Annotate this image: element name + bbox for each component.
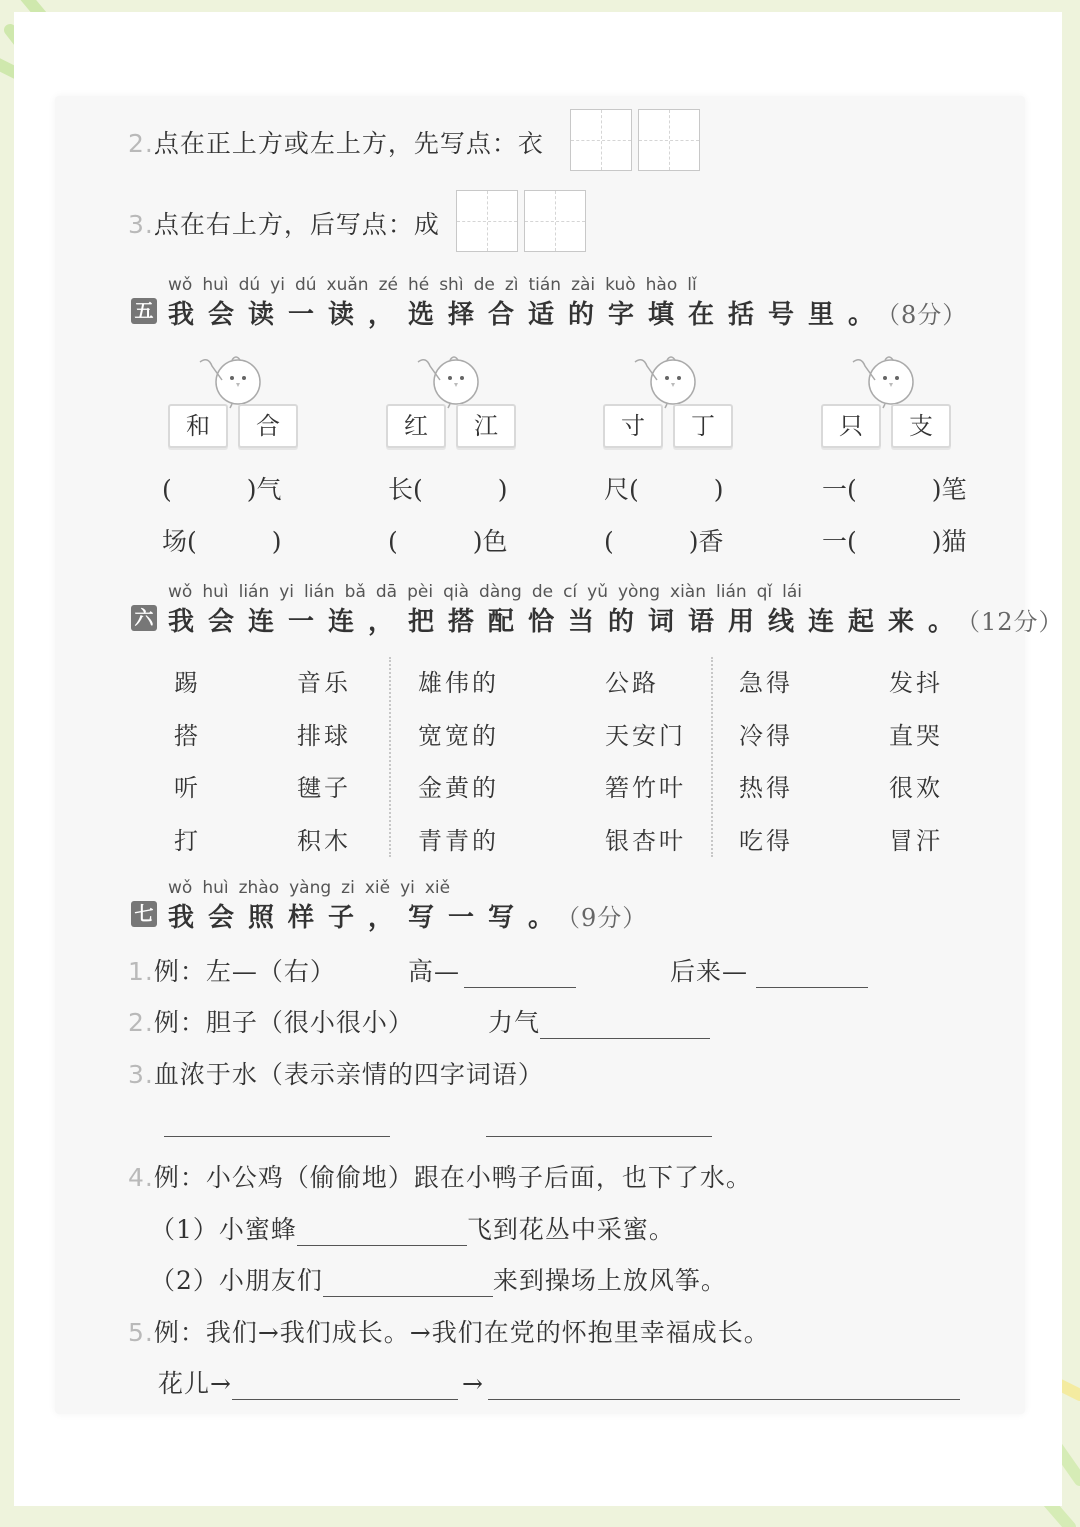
answer-blank[interactable] [323, 1270, 493, 1297]
match-word[interactable]: 银杏叶 [605, 826, 686, 855]
fill-blank-item[interactable]: 一( )猫 [822, 527, 967, 556]
item-7-2-a [488, 1003, 710, 1039]
match-word[interactable]: 宽宽的 [418, 721, 499, 750]
writing-grid[interactable] [524, 190, 586, 252]
pinyin-syllable: kuò [605, 275, 636, 295]
pinyin-syllable: dú [294, 275, 317, 295]
item-number: 5. [128, 1318, 154, 1347]
answer-blank[interactable] [486, 1110, 712, 1137]
item-7-4-2 [150, 1261, 727, 1297]
section-score: （9分） [568, 904, 648, 932]
choice-character: 支 [891, 404, 951, 448]
pinyin-syllable: yòng [617, 582, 661, 602]
match-word[interactable]: 积木 [297, 826, 351, 855]
answer-blank[interactable] [756, 961, 868, 988]
match-word[interactable]: 搭 [174, 721, 201, 750]
pinyin-syllable: yi [270, 275, 285, 295]
match-word[interactable]: 雄伟的 [418, 669, 499, 697]
writing-grid[interactable] [638, 109, 700, 171]
pinyin-syllable: yi [400, 878, 415, 898]
question-3 [128, 205, 440, 241]
match-word[interactable]: 热得 [739, 774, 793, 802]
choice-character: 和 [168, 404, 228, 448]
pinyin-syllable: hào [645, 275, 678, 295]
prompt-text: 花儿→ [158, 1369, 232, 1398]
question-number: 2. [128, 129, 154, 158]
pinyin-syllable: xiě [424, 878, 451, 898]
example-text: 例：我们→我们成长。→我们在党的怀抱里幸福成长。 [153, 1318, 770, 1347]
pinyin-line [168, 582, 812, 602]
pinyin-syllable: wǒ [168, 582, 193, 602]
fill-blank-item[interactable]: ( )气 [162, 475, 282, 504]
pinyin-syllable: dàng [479, 582, 522, 602]
writing-grid[interactable] [456, 190, 518, 252]
pinyin-syllable: yàng [289, 878, 332, 898]
pinyin-syllable: xiàn [670, 582, 706, 602]
answer-blank[interactable] [297, 1219, 467, 1246]
pinyin-syllable: wǒ [168, 878, 193, 898]
pinyin-syllable: pèi [407, 582, 434, 602]
fill-blank-item[interactable]: 场( ) [162, 527, 282, 556]
pinyin-syllable: xiě [364, 878, 391, 898]
pinyin-syllable: de [531, 582, 554, 602]
chick-icon [194, 350, 274, 410]
match-word[interactable]: 踢 [174, 669, 201, 697]
match-word[interactable]: 打 [174, 826, 201, 855]
pinyin-syllable: de [473, 275, 495, 295]
match-word[interactable]: 箬竹叶 [605, 774, 686, 802]
item-7-5-a [158, 1364, 960, 1400]
pinyin-syllable: dā [375, 582, 398, 602]
pinyin-syllable: zé [378, 275, 398, 295]
item-number: 2. [128, 1008, 154, 1037]
answer-blank[interactable] [232, 1373, 458, 1400]
prompt-text: （2）小朋友们 [150, 1266, 323, 1295]
section-title [168, 897, 647, 934]
item-7-1 [128, 952, 336, 988]
match-word[interactable]: 金黄的 [418, 774, 499, 802]
pinyin-syllable: lián [304, 582, 335, 602]
section-badge: 六 [131, 605, 157, 631]
section-title-text: 我会读一读，选择合适的字填在括号里。 [168, 300, 889, 330]
fill-blank-item[interactable]: 长( ) [388, 475, 508, 504]
pinyin-syllable: hé [407, 275, 430, 295]
match-word[interactable]: 音乐 [297, 669, 351, 697]
arrow-text: → [461, 1369, 484, 1398]
fill-blank-item[interactable]: ( )色 [388, 527, 508, 556]
prompt-text: 飞到花丛中采蜜。 [466, 1215, 675, 1244]
pinyin-syllable: cí [563, 582, 578, 602]
pinyin-syllable: bǎ [344, 582, 366, 602]
choice-character: 红 [386, 404, 446, 448]
chick-icon [412, 350, 492, 410]
example-text: 例：小公鸡（偷偷地）跟在小鸭子后面，也下了水。 [153, 1163, 752, 1192]
choice-character: 丁 [673, 404, 733, 448]
section-title-text: 我会连一连，把搭配恰当的词语用线连起来。 [168, 607, 969, 637]
item-7-1-a [408, 952, 576, 988]
column-divider [711, 657, 713, 857]
match-word[interactable]: 很欢 [889, 774, 943, 802]
match-word[interactable]: 直哭 [889, 721, 943, 750]
example-text: 血浓于水（表示亲情的四字词语） [153, 1060, 544, 1089]
pinyin-syllable: shì [439, 275, 464, 295]
match-word[interactable]: 青青的 [418, 826, 499, 855]
item-number: 1. [128, 957, 154, 986]
pinyin-syllable: yǔ [587, 582, 608, 602]
section-badge: 五 [131, 298, 157, 324]
item-number: 4. [128, 1163, 154, 1192]
section-title [168, 294, 967, 331]
question-number: 3. [128, 210, 154, 239]
fill-blank-item[interactable]: 一( )笔 [822, 475, 967, 504]
pinyin-syllable: lǐ [687, 275, 697, 295]
match-word[interactable]: 公路 [605, 669, 659, 697]
choice-character: 江 [456, 404, 516, 448]
answer-blank[interactable] [164, 1110, 390, 1137]
item-7-2 [128, 1003, 414, 1039]
pinyin-syllable: zài [571, 275, 596, 295]
pinyin-syllable: lián [716, 582, 747, 602]
answer-blank[interactable] [488, 1373, 960, 1400]
section-score: （12分） [968, 608, 1064, 636]
item-7-3 [128, 1055, 544, 1091]
fill-blank-item[interactable]: ( )香 [604, 527, 724, 556]
section-title-text: 我会照样子，写一写。 [168, 903, 569, 933]
pinyin-syllable: lái [782, 582, 803, 602]
prompt-text: 高— [408, 957, 461, 986]
match-word[interactable]: 发抖 [889, 669, 943, 697]
example-text: 例：胆子（很小很小） [153, 1008, 414, 1037]
fill-blank-item[interactable]: 尺( ) [604, 475, 724, 504]
item-7-4-1 [150, 1210, 675, 1246]
pinyin-syllable: zì [504, 275, 519, 295]
match-word[interactable]: 急得 [739, 669, 793, 697]
pinyin-syllable: dú [238, 275, 261, 295]
pinyin-line [168, 878, 460, 898]
question-text: 点在正上方或左上方，先写点：衣 [153, 129, 544, 158]
pinyin-line [168, 275, 707, 295]
pinyin-syllable: qià [443, 582, 470, 602]
chick-icon [629, 350, 709, 410]
choice-character: 只 [821, 404, 881, 448]
item-number: 3. [128, 1060, 154, 1089]
question-text: 点在右上方，后写点：成 [153, 210, 440, 239]
match-word[interactable]: 排球 [297, 721, 351, 750]
pinyin-syllable: huì [202, 878, 229, 898]
section-title [168, 601, 1064, 638]
pinyin-syllable: tián [528, 275, 562, 295]
match-word[interactable]: 听 [174, 774, 201, 802]
prompt-text: 后来— [670, 957, 749, 986]
match-word[interactable]: 冷得 [739, 721, 793, 750]
pinyin-syllable: lián [238, 582, 270, 602]
match-word[interactable]: 冒汗 [889, 826, 943, 855]
pinyin-syllable: wǒ [168, 275, 193, 295]
pinyin-syllable: zi [341, 878, 355, 898]
pinyin-syllable: huì [202, 275, 229, 295]
pinyin-syllable: yi [279, 582, 295, 602]
match-word[interactable]: 天安门 [605, 721, 686, 750]
section-score: （8分） [888, 301, 968, 329]
writing-grid[interactable] [570, 109, 632, 171]
chick-icon [847, 350, 927, 410]
pinyin-syllable: qǐ [756, 582, 773, 602]
pinyin-syllable: xuǎn [326, 275, 369, 295]
prompt-text: 力气 [488, 1008, 541, 1037]
section-badge: 七 [131, 901, 157, 927]
prompt-text: （1）小蜜蜂 [150, 1215, 297, 1244]
item-7-4 [128, 1158, 752, 1194]
pinyin-syllable: zhào [238, 878, 280, 898]
item-7-1-b [670, 952, 868, 988]
choice-character: 合 [238, 404, 298, 448]
answer-blank[interactable] [464, 961, 576, 988]
example-text: 例：左—（右） [153, 957, 336, 986]
match-word[interactable]: 毽子 [297, 774, 351, 802]
column-divider [389, 657, 391, 857]
item-7-5 [128, 1313, 770, 1349]
question-2 [128, 124, 544, 160]
pinyin-syllable: huì [202, 582, 229, 602]
answer-blank[interactable] [540, 1012, 710, 1039]
choice-character: 寸 [603, 404, 663, 448]
match-word[interactable]: 吃得 [739, 826, 793, 855]
prompt-text: 来到操场上放风筝。 [492, 1266, 727, 1295]
